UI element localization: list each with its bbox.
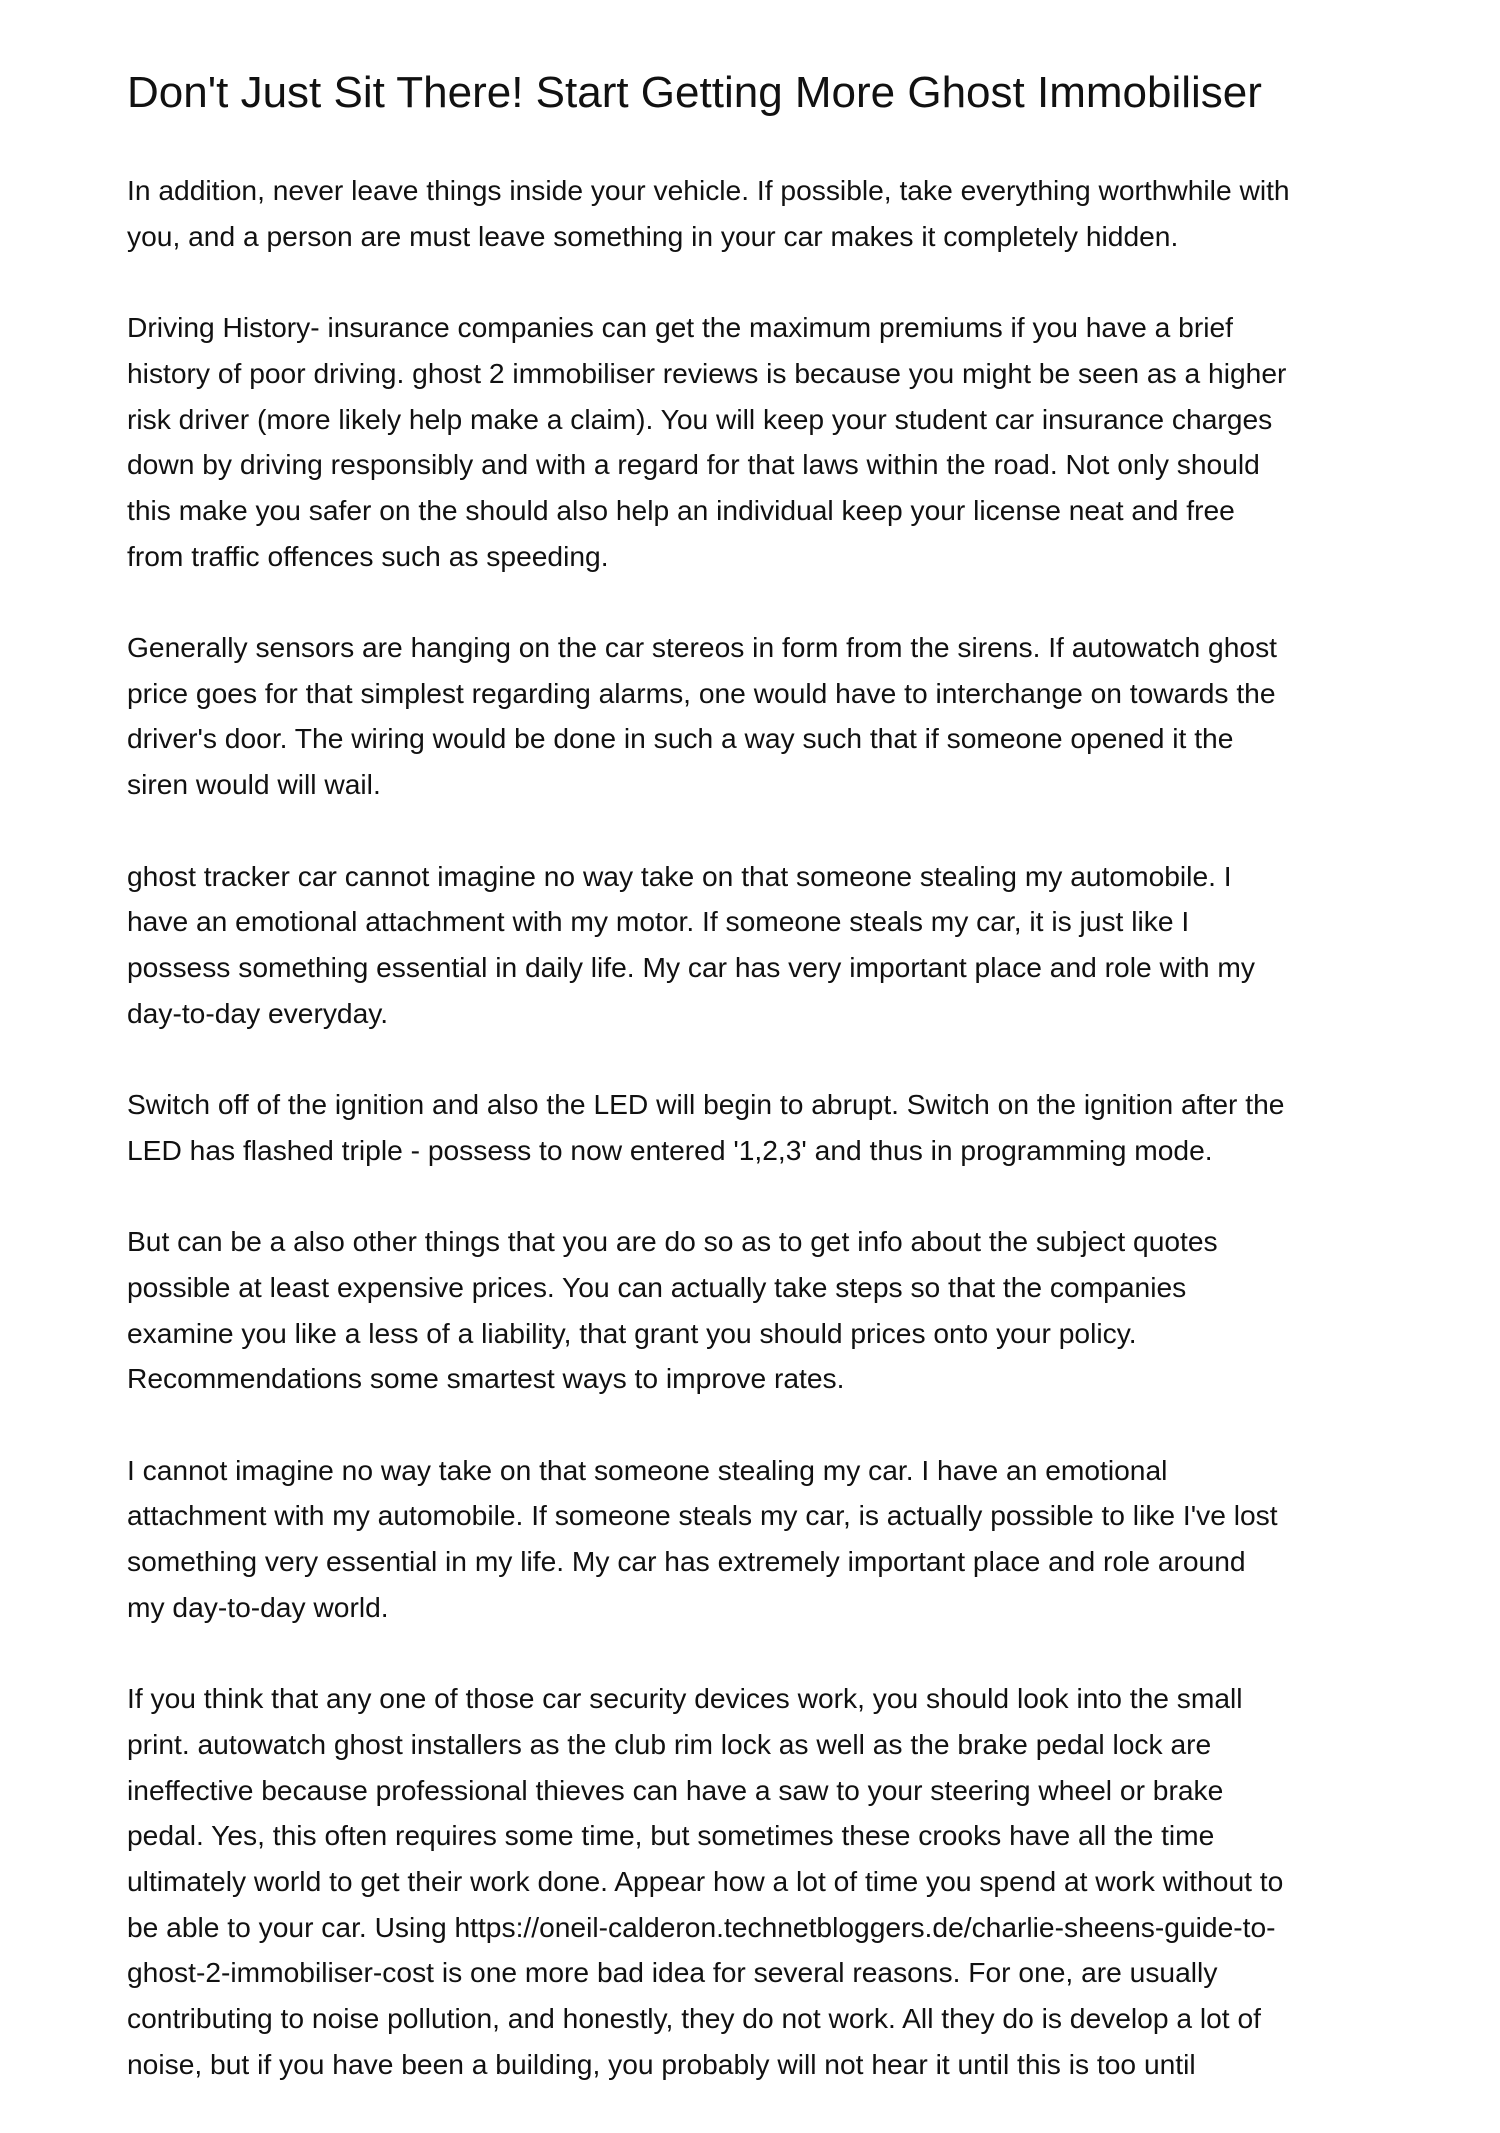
paragraph-line: my day-to-day world. <box>127 1590 389 1623</box>
paragraph <box>127 168 1427 259</box>
paragraph-line: Generally sensors are hanging on the car stereos in form from the sirens. If autowatch ghost <box>127 631 1278 663</box>
paragraph-line: risk driver (more likely help make a claim). You will keep your student car insurance charges <box>127 402 1273 435</box>
paragraph-line: history of poor driving. ghost 2 immobiliser reviews is because you might be seen as a higher <box>127 356 1287 389</box>
paragraph-line: ineffective because professional thieves can have a saw to your steering wheel or brake <box>127 1773 1224 1806</box>
paragraph-line: Switch off of the ignition and also the LED will begin to abrupt. Switch on the ignition after the <box>127 1088 1285 1120</box>
paragraph-line: you, and a person are must leave something in your car makes it completely hidden. <box>127 219 1179 252</box>
article-body <box>127 168 1427 2133</box>
paragraph-line: I cannot imagine no way take on that someone stealing my car. I have an emotional <box>127 1453 1168 1486</box>
paragraph-line: possess something essential in daily life. My car has very important place and role with my <box>127 950 1255 983</box>
paragraph-line: possible at least expensive prices. You can actually take steps so that the companies <box>127 1270 1187 1303</box>
paragraph-line: But can be a also other things that you are do so as to get info about the subject quotes <box>127 1225 1218 1258</box>
paragraph-line: print. autowatch ghost installers as the club rim lock as well as the brake pedal lock are <box>127 1727 1212 1760</box>
paragraph-line: something very essential in my life. My car has extremely important place and role around <box>127 1545 1246 1577</box>
paragraph <box>127 1219 1427 1402</box>
paragraph-line: examine you like a less of a liability, that grant you should prices onto your policy. <box>127 1316 1137 1349</box>
paragraph <box>127 1676 1427 2087</box>
paragraph-line: be able to your car. Using https://oneil-calderon.technetbloggers.de/charlie-sheens-guide-to- <box>127 1910 1276 1943</box>
paragraph-line: pedal. Yes, this often requires some time, but sometimes these crooks have all the time <box>127 1819 1215 1852</box>
paragraph-line: ghost tracker car cannot imagine no way take on that someone stealing my automobile. I <box>127 859 1232 892</box>
paragraph-line: contributing to noise pollution, and honestly, they do not work. All they do is develop a lot of <box>127 2002 1261 2035</box>
paragraph-line: ultimately world to get their work done. Appear how a lot of time you spend at work without to <box>127 1864 1284 1897</box>
paragraph-line: ghost-2-immobiliser-cost is one more bad idea for several reasons. For one, are usually <box>127 1956 1218 1989</box>
paragraph-line: from traffic offences such as speeding. <box>127 539 609 572</box>
paragraph-line: Driving History- insurance companies can get the maximum premiums if you have a brief <box>127 311 1234 344</box>
page-title: Don't Just Sit There! Start Getting More Ghost Immobiliser <box>127 68 1262 117</box>
paragraph-line: noise, but if you have been a building, you probably will not hear it until this is too until <box>127 2047 1196 2080</box>
paragraph <box>127 305 1427 579</box>
paragraph-line: LED has flashed triple - possess to now entered '1,2,3' and thus in programming mode. <box>127 1133 1213 1166</box>
paragraph-line: price goes for that simplest regarding alarms, one would have to interchange on towards the <box>127 676 1276 709</box>
paragraph-line: driver's door. The wiring would be done in such a way such that if someone opened it the <box>127 722 1234 755</box>
paragraph-line: Recommendations some smartest ways to improve rates. <box>127 1362 845 1395</box>
paragraph <box>127 625 1427 808</box>
paragraph-line: attachment with my automobile. If someone steals my car, is actually possible to like I've lost <box>127 1499 1278 1532</box>
paragraph-line: day-to-day everyday. <box>127 996 389 1029</box>
paragraph <box>127 854 1427 1037</box>
paragraph <box>127 1082 1427 1173</box>
paragraph-line: this make you safer on the should also help an individual keep your license neat and free <box>127 493 1235 526</box>
paragraph <box>127 1448 1427 1631</box>
paragraph-line: If you think that any one of those car security devices work, you should look into the small <box>127 1682 1243 1715</box>
paragraph-line: have an emotional attachment with my motor. If someone steals my car, it is just like I <box>127 905 1190 938</box>
paragraph-line: down by driving responsibly and with a regard for that laws within the road. Not only should <box>127 448 1260 481</box>
paragraph-line: siren would will wail. <box>127 768 381 801</box>
paragraph-line: In addition, never leave things inside your vehicle. If possible, take everything worthwhile with <box>127 174 1290 206</box>
